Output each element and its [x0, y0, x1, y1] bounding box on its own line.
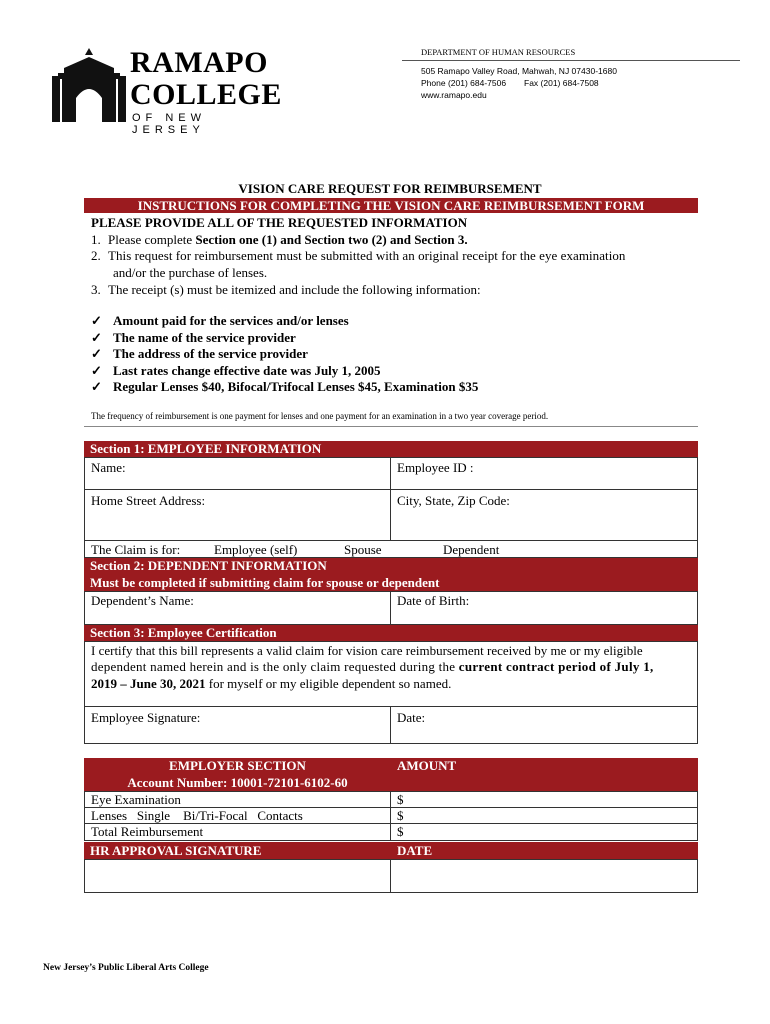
check-icon: ✓	[91, 362, 102, 378]
step-number: 2.	[91, 248, 101, 263]
address: 505 Ramapo Valley Road, Mahwah, NJ 07430-1680	[421, 66, 617, 76]
step-text-bold: Section one (1) and Section two (2) and Section 3.	[195, 232, 468, 247]
section3-heading: Section 3: Employee Certification	[84, 625, 698, 641]
section2-subtitle: Must be completed if submitting claim for spouse or dependent	[90, 575, 440, 590]
checklist-item: ✓ Regular Lenses $40, Bifocal/Trifocal Lenses $45, Examination $35	[91, 379, 479, 394]
check-icon: ✓	[91, 313, 102, 328]
employer-section-heading	[84, 758, 391, 791]
step-text: This request for reimbursement must be submitted with an original receipt for the eye examination	[108, 248, 626, 263]
employee-signature-field[interactable]	[84, 706, 391, 744]
employee-id-field[interactable]	[390, 457, 698, 490]
hr-approval-heading: HR APPROVAL SIGNATURE	[84, 842, 391, 859]
date-of-birth-field[interactable]	[390, 591, 698, 625]
claim-option-dependent[interactable]: Dependent	[443, 542, 500, 557]
lenses-row	[84, 807, 391, 824]
certification-box	[84, 641, 698, 707]
total-amount[interactable]: $	[390, 823, 698, 841]
step-number: 1.	[91, 232, 101, 247]
dependent-name-label: Dependent’s Name:	[91, 593, 194, 608]
instructions-box-bottom	[84, 426, 698, 427]
provide-all-notice: PLEASE PROVIDE ALL OF THE REQUESTED INFORMATION	[91, 215, 468, 230]
step-number: 3.	[91, 282, 101, 297]
checklist-item: ✓ The address of the service provider	[91, 346, 308, 361]
footer-tagline: New Jersey’s Public Liberal Arts College	[43, 963, 209, 973]
date-heading: DATE	[391, 842, 698, 859]
section2-heading	[84, 558, 698, 591]
arch-icon	[50, 46, 128, 124]
city-state-zip-label: City, State, Zip Code:	[397, 493, 510, 508]
eye-exam-label: Eye Examination	[91, 792, 181, 807]
check-icon: ✓	[91, 379, 102, 394]
city-state-zip-field[interactable]	[390, 489, 698, 541]
lenses-label: Lenses Single Bi/Tri-Focal Contacts	[91, 808, 303, 823]
eye-exam-amount[interactable]: $	[390, 791, 698, 808]
college-logo	[50, 44, 282, 136]
fax: Fax (201) 684-7508	[524, 78, 599, 88]
name-field[interactable]	[84, 457, 391, 490]
step-text: Please complete	[108, 232, 196, 247]
eye-exam-row	[84, 791, 391, 808]
checklist-item: ✓ The name of the service provider	[91, 329, 296, 345]
check-icon: ✓	[91, 329, 102, 345]
amount-heading: AMOUNT	[391, 758, 698, 791]
account-number: Account Number: 10001-72101-6102-60	[127, 775, 348, 790]
checklist-item: ✓ Amount paid for the services and/or lenses	[91, 313, 349, 328]
claim-type-row	[84, 540, 698, 558]
certification-line-3: 2019 – June 30, 2021 for myself or my eligible dependent so named.	[91, 676, 452, 691]
claim-option-employee[interactable]: Employee (self)	[214, 542, 298, 557]
dependent-name-field[interactable]	[84, 591, 391, 625]
total-row	[84, 823, 391, 841]
date-of-birth-label: Date of Birth:	[397, 593, 470, 608]
home-address-field[interactable]	[84, 489, 391, 541]
form-title: VISION CARE REQUEST FOR REIMBURSEMENT	[238, 181, 542, 196]
instruction-step-2-cont: and/or the purchase of lenses.	[113, 265, 268, 280]
signature-date-label: Date:	[397, 710, 426, 725]
check-icon: ✓	[91, 346, 102, 361]
instruction-step-3	[91, 282, 481, 298]
website: www.ramapo.edu	[421, 90, 487, 100]
certification-line-1: I certify that this bill represents a valid claim for vision care reimbursement received by me or my eligible	[91, 643, 643, 658]
signature-date-field[interactable]	[390, 706, 698, 744]
section2-title: Section 2: DEPENDENT INFORMATION	[90, 558, 327, 573]
lenses-amount[interactable]: $	[390, 807, 698, 824]
instruction-step-1	[91, 232, 468, 248]
hr-signature-field[interactable]	[84, 859, 391, 893]
home-address-label: Home Street Address:	[91, 493, 206, 508]
step-text: The receipt (s) must be itemized and include the following information:	[108, 282, 481, 297]
employer-title: EMPLOYER SECTION	[169, 758, 306, 773]
hr-date-field[interactable]	[390, 859, 698, 893]
instruction-step-2	[91, 248, 691, 264]
claim-label: The Claim is for:	[91, 542, 181, 557]
frequency-note: The frequency of reimbursement is one payment for lenses and one payment for an examination in a two year coverage period.	[91, 411, 549, 421]
claim-option-spouse[interactable]: Spouse	[344, 542, 382, 557]
name-label: Name:	[91, 460, 126, 475]
instructions-heading: INSTRUCTIONS FOR COMPLETING THE VISION CARE REIMBURSEMENT FORM	[84, 198, 698, 213]
logo-college: COLLEGE	[130, 78, 282, 111]
employee-signature-label: Employee Signature:	[91, 710, 201, 725]
header-rule	[402, 60, 740, 61]
section1-heading: Section 1: EMPLOYEE INFORMATION	[84, 441, 698, 457]
employee-id-label: Employee ID :	[397, 460, 474, 475]
phone: Phone (201) 684-7506	[421, 78, 507, 88]
certification-line-2: dependent named herein and is the only claim requested during the current contract period of July 1,	[91, 659, 654, 674]
logo-ramapo: RAMAPO	[130, 46, 268, 79]
checklist	[91, 313, 478, 396]
checklist-item: ✓ Last rates change effective date was July 1, 2005	[91, 362, 381, 378]
logo-new-jersey: OF NEW JERSEY	[132, 112, 206, 136]
department-name: DEPARTMENT OF HUMAN RESOURCES	[421, 47, 576, 57]
total-label: Total Reimbursement	[91, 824, 204, 839]
